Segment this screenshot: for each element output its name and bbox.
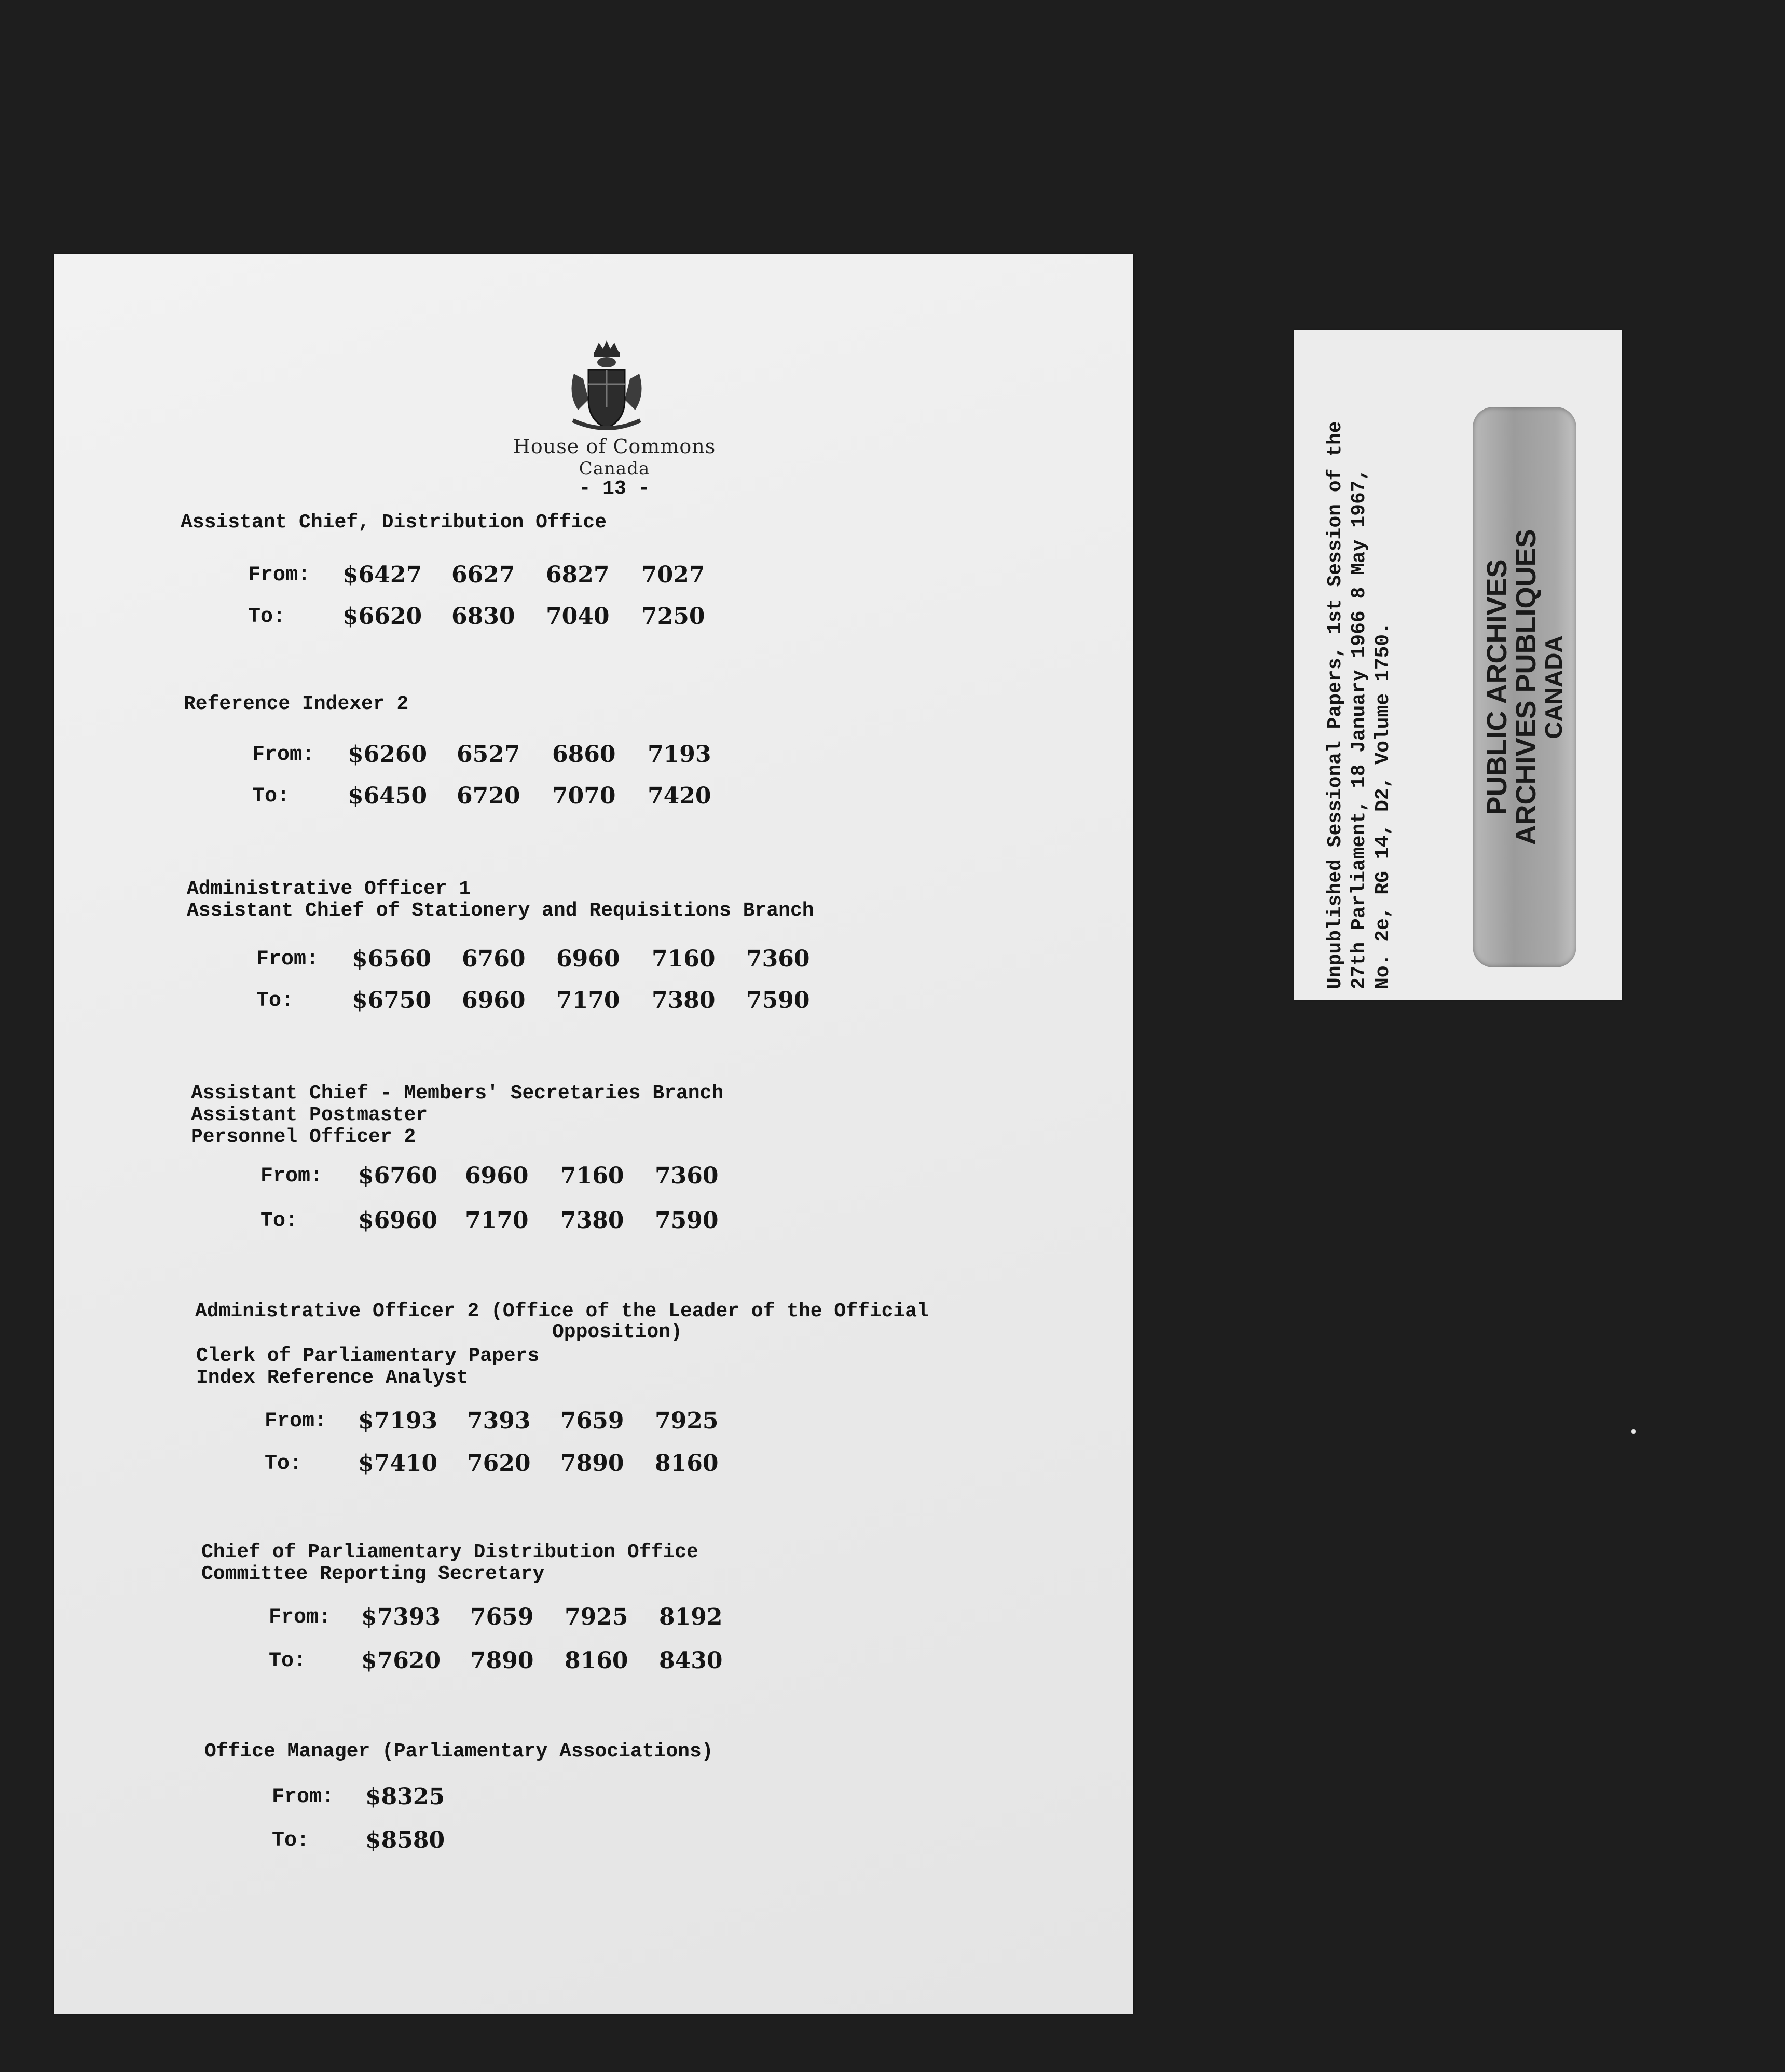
salary-value: 7925 [655, 1408, 719, 1434]
salary-value: 7420 [648, 783, 711, 809]
from-label: From: [248, 564, 311, 587]
section-heading: Assistant Chief - Members' Secretaries Branch [191, 1082, 724, 1105]
section-heading: Clerk of Parliamentary Papers [196, 1345, 540, 1367]
salary-value: 7360 [655, 1163, 719, 1189]
section-heading: Administrative Officer 2 (Office of the Leader of the Official [195, 1300, 929, 1323]
from-label: From: [256, 948, 319, 971]
salary-value: 6627 [451, 562, 515, 588]
section-heading: Office Manager (Parliamentary Associations) [204, 1740, 713, 1763]
salary-value: $6450 [348, 783, 428, 809]
salary-value: $6620 [342, 603, 422, 630]
salary-value: 7160 [560, 1163, 624, 1189]
section-heading: Administrative Officer 1 [187, 878, 471, 900]
stamp-line: CANADA [1540, 635, 1567, 739]
salary-value: $6750 [352, 987, 432, 1014]
from-label: From: [269, 1606, 332, 1629]
salary-value: $6427 [342, 562, 422, 588]
dust-speck [1631, 1429, 1636, 1434]
salary-value: 8430 [659, 1647, 723, 1674]
salary-value: 6720 [457, 783, 520, 809]
section-heading: Personnel Officer 2 [191, 1126, 416, 1148]
salary-value: 7170 [556, 987, 620, 1014]
to-label: To: [260, 1209, 298, 1233]
to-label: To: [248, 605, 286, 629]
page-number: - 13 - [579, 478, 650, 500]
salary-value: $8580 [365, 1827, 445, 1853]
archives-stamp [1473, 407, 1576, 967]
salary-value: 7360 [746, 946, 810, 972]
section-heading: Chief of Parliamentary Distribution Office [201, 1541, 698, 1563]
salary-value: 8192 [659, 1604, 723, 1630]
to-label: To: [265, 1452, 303, 1476]
salary-value: 6527 [457, 741, 520, 768]
from-label: From: [272, 1785, 335, 1809]
salary-value: 7040 [546, 603, 610, 630]
salary-value: 8160 [655, 1450, 719, 1477]
salary-value: 7590 [655, 1207, 719, 1234]
from-label: From: [252, 743, 315, 767]
section-heading: Index Reference Analyst [196, 1367, 469, 1389]
salary-value: 7250 [641, 603, 705, 630]
letterhead-title: House of Commons [513, 435, 716, 458]
to-label: To: [256, 989, 294, 1013]
salary-value: 6830 [451, 603, 515, 630]
salary-value: 7659 [560, 1408, 624, 1434]
salary-value: 7380 [652, 987, 716, 1014]
salary-value: 7160 [652, 946, 716, 972]
section-heading: Assistant Postmaster [191, 1104, 428, 1126]
citation-line: 27th Parliament, 18 January 1966 8 May 1967, [1348, 468, 1370, 989]
salary-value: 6960 [462, 987, 526, 1014]
salary-value: 7170 [465, 1207, 529, 1234]
salary-value: 6860 [552, 741, 616, 768]
to-label: To: [272, 1829, 310, 1852]
salary-value: 6760 [462, 946, 526, 972]
salary-value: $6260 [348, 741, 428, 768]
salary-value: 7070 [552, 783, 616, 809]
stamp-line: PUBLIC ARCHIVES [1481, 559, 1513, 815]
salary-value: $7393 [361, 1604, 441, 1630]
salary-value: 7027 [641, 562, 705, 588]
salary-value: $7193 [358, 1408, 438, 1434]
salary-value: 7193 [648, 741, 711, 768]
salary-value: 7620 [467, 1450, 531, 1477]
salary-value: 7393 [467, 1408, 531, 1434]
salary-value: $7620 [361, 1647, 441, 1674]
section-heading: Assistant Chief, Distribution Office [181, 511, 607, 534]
from-label: From: [260, 1165, 323, 1188]
salary-value: 6960 [465, 1163, 529, 1189]
salary-value: 6827 [546, 562, 610, 588]
citation-line: Unpublished Sessional Papers, 1st Session of the [1324, 421, 1347, 989]
salary-value: 6960 [556, 946, 620, 972]
salary-value: 7590 [746, 987, 810, 1014]
archive-citation [1324, 340, 1395, 989]
salary-value: $6960 [358, 1207, 438, 1234]
salary-value: 7925 [565, 1604, 628, 1630]
to-label: To: [269, 1650, 307, 1673]
salary-value: 7890 [470, 1647, 534, 1674]
salary-value: 7380 [560, 1207, 624, 1234]
to-label: To: [252, 785, 290, 808]
section-heading: Opposition) [552, 1321, 682, 1343]
section-heading: Reference Indexer 2 [184, 693, 409, 715]
coat-of-arms-icon [562, 337, 651, 436]
salary-value: 8160 [565, 1647, 628, 1674]
letterhead-country: Canada [579, 458, 650, 479]
salary-value: $6560 [352, 946, 432, 972]
citation-line: No. 2e, RG 14, D2, Volume 1750. [1372, 622, 1394, 989]
archive-label-card [1294, 330, 1622, 1000]
salary-value: $7410 [358, 1450, 438, 1477]
salary-value: 7890 [560, 1450, 624, 1477]
stamp-line: ARCHIVES PUBLIQUES [1511, 529, 1542, 846]
from-label: From: [265, 1410, 327, 1433]
section-heading: Assistant Chief of Stationery and Requisitions Branch [187, 899, 814, 922]
salary-value: $6760 [358, 1163, 438, 1189]
section-heading: Committee Reporting Secretary [201, 1563, 545, 1585]
salary-value: 7659 [470, 1604, 534, 1630]
document-page [54, 254, 1133, 2014]
salary-value: $8325 [365, 1783, 445, 1810]
